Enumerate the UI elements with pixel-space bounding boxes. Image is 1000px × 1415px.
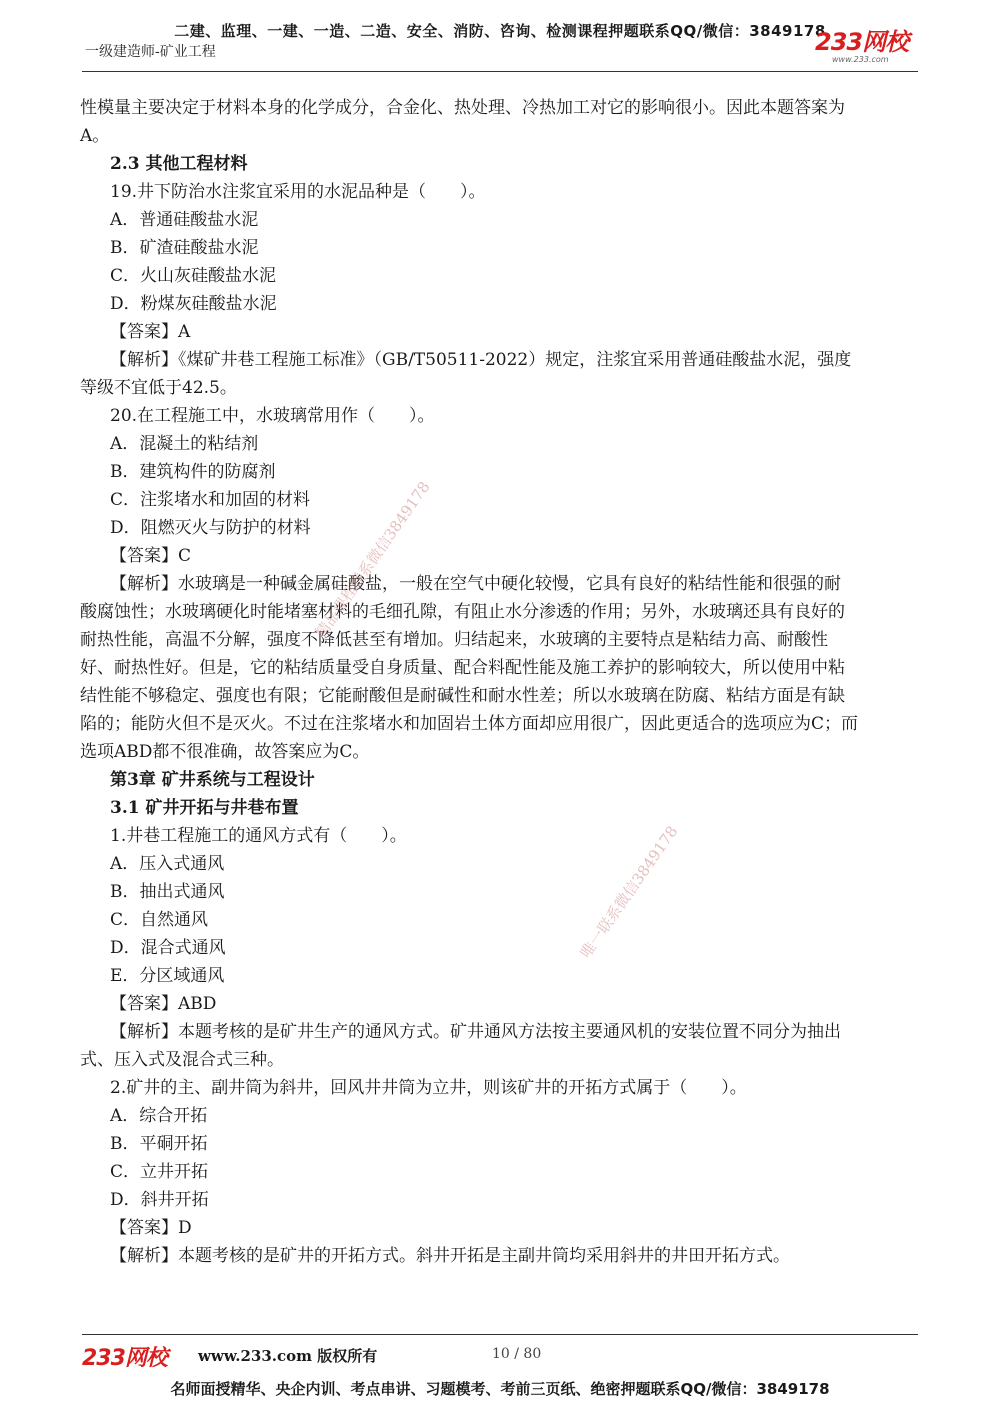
text-line: 好、耐热性好。但是，它的粘结质量受自身质量、配合料配性能及施工养护的影响较大，所以使用中粘 — [80, 658, 845, 678]
text-line: 性模量主要决定于材料本身的化学成分，合金化、热处理、冷热加工对它的影响很小。因此本题答案为 — [80, 98, 845, 118]
footer-copyright: www.233.com 版权所有 — [198, 1347, 378, 1365]
text-line: 耐热性能，高温不分解，强度不降低甚至有增加。归结起来，水玻璃的主要特点是粘结力高、耐酸性 — [80, 630, 828, 650]
text-line: B．建筑构件的防腐剂 — [110, 462, 276, 482]
text-line: 陷的；能防火但不是灭火。不过在注浆堵水和加固岩土体方面却应用很广，因此更适合的选项应为C；而 — [80, 714, 859, 734]
text-line: C．注浆堵水和加固的材料 — [110, 490, 311, 510]
text-line: C．火山灰硅酸盐水泥 — [110, 266, 277, 286]
text-line: 酸腐蚀性；水玻璃硬化时能堵塞材料的毛细孔隙，有阻止水分渗透的作用；另外，水玻璃还具有良好的 — [80, 602, 845, 622]
text-line: 【解析】本题考核的是矿井生产的通风方式。矿井通风方法按主要通风机的安装位置不同分为抽出 — [110, 1022, 841, 1042]
text-line: 【答案】A — [110, 322, 191, 342]
page-number: 10 / 80 — [492, 1346, 542, 1362]
footer-divider — [82, 1334, 918, 1335]
header-divider — [82, 71, 918, 72]
text-line: D．粉煤灰硅酸盐水泥 — [110, 294, 277, 314]
text-line: 结性能不够稳定、强度也有限；它能耐酸但是耐碱性和耐水性差；所以水玻璃在防腐、粘结方面是有缺 — [80, 686, 845, 706]
text-line: E．分区域通风 — [110, 966, 225, 986]
watermark-1: 精品课程联系微信3849178 — [311, 478, 434, 642]
section-heading: 2.3 其他工程材料 — [110, 154, 248, 174]
text-line: 选项ABD都不很准确，故答案应为C。 — [80, 742, 370, 762]
text-line: D．混合式通风 — [110, 938, 226, 958]
text-line: 等级不宜低于42.5。 — [80, 378, 237, 398]
section-heading: 第3章 矿井系统与工程设计 — [110, 770, 315, 790]
text-line: D．斜井开拓 — [110, 1190, 209, 1210]
text-line: 20.在工程施工中，水玻璃常用作（ ）。 — [110, 406, 435, 426]
header-subtitle: 一级建造师-矿业工程 — [85, 44, 216, 60]
footer-promo-line: 名师面授精华、央企内训、考点串讲、习题模考、考前三页纸、绝密押题联系QQ/微信：3849178 — [170, 1380, 830, 1398]
text-line: C．立井开拓 — [110, 1162, 209, 1182]
text-line: A．压入式通风 — [110, 854, 225, 874]
text-line: 【解析】《煤矿井巷工程施工标准》（GB/T50511-2022）规定，注浆宜采用普通硅酸盐水泥，强度 — [110, 350, 852, 370]
text-line: 2.矿井的主、副井筒为斜井，回风井井筒为立井，则该矿井的开拓方式属于（ ）。 — [110, 1078, 747, 1098]
text-line: B．平硐开拓 — [110, 1134, 208, 1154]
text-line: A．混凝土的粘结剂 — [110, 434, 259, 454]
text-line: 式、压入式及混合式三种。 — [80, 1050, 284, 1070]
text-line: 19.井下防治水注浆宜采用的水泥品种是（ ）。 — [110, 182, 486, 202]
text-line: 【答案】D — [110, 1218, 192, 1238]
text-line: A。 — [80, 126, 110, 146]
text-line: A．普通硅酸盐水泥 — [110, 210, 259, 230]
document-body — [80, 94, 920, 1270]
header-promo-line: 二建、监理、一建、一造、二造、安全、消防、咨询、检测课程押题联系QQ/微信：3849178 — [174, 22, 826, 40]
text-line: 【答案】C — [110, 546, 192, 566]
site-logo: 233网校 — [815, 28, 909, 56]
text-line: C．自然通风 — [110, 910, 209, 930]
text-line: 1.井巷工程施工的通风方式有（ ）。 — [110, 826, 407, 846]
section-heading: 3.1 矿井开拓与井巷布置 — [110, 798, 299, 818]
footer-logo: 233网校 — [82, 1346, 167, 1371]
text-line: D．阻燃灭火与防护的材料 — [110, 518, 311, 538]
text-line: B．矿渣硅酸盐水泥 — [110, 238, 259, 258]
text-line: B．抽出式通风 — [110, 882, 225, 902]
text-line: 【答案】ABD — [110, 994, 217, 1014]
text-line: A．综合开拓 — [110, 1106, 208, 1126]
site-logo-url: www.233.com — [832, 55, 889, 64]
watermark-2: 唯一联系微信3849178 — [576, 822, 682, 962]
text-line: 【解析】水玻璃是一种碱金属硅酸盐，一般在空气中硬化较慢，它具有良好的粘结性能和很强的耐 — [110, 574, 841, 594]
text-line: 【解析】本题考核的是矿井的开拓方式。斜井开拓是主副井筒均采用斜井的井田开拓方式。 — [110, 1246, 790, 1266]
